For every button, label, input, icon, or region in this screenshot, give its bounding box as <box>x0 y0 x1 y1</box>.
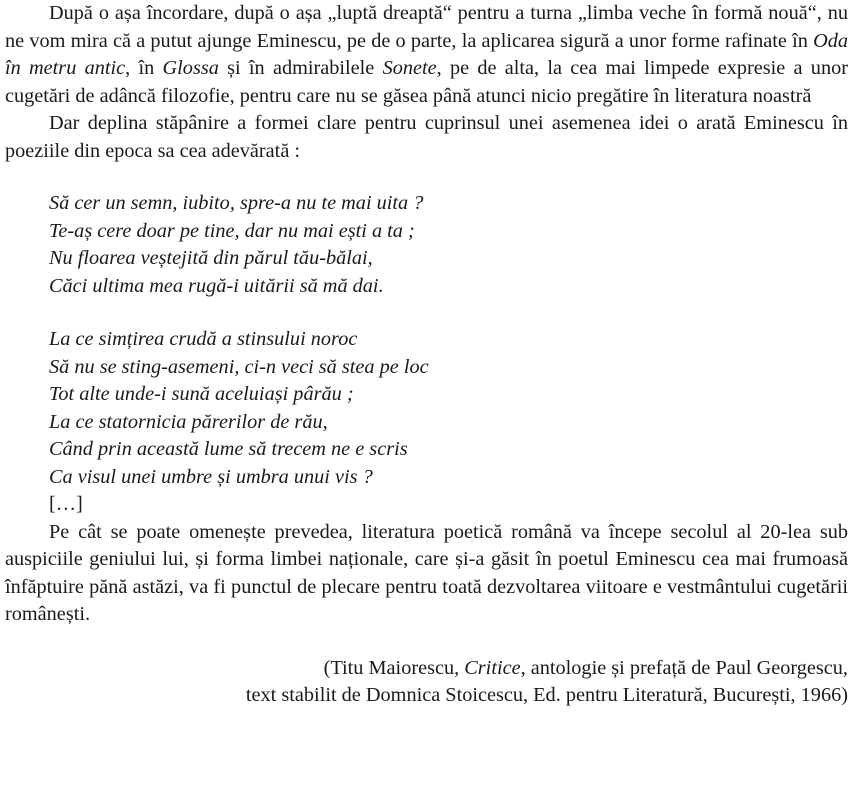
poem-stanza-1 <box>5 190 848 300</box>
poem-line: Tot alte unde-i sună aceluiași pârău ; <box>49 383 354 405</box>
poem-stanza-2 <box>5 326 848 519</box>
paragraph-conclusion: Pe cât se poate omenește prevedea, literatura poetică română va începe secolul al 20-lea sub auspiciile geniului lui, și forma limbei naționale, care și-a găsit în poetul Eminescu cea mai frumoasă înfăptuire pănă astăzi, va fi punctul de plecare pentru toată dezvoltarea viitoare e vestmântului cugetării românești. <box>5 520 848 625</box>
poem-line: Ca visul unei umbre și umbra unui vis ? <box>49 465 373 488</box>
paragraph-intro-text-2: , în <box>125 57 163 79</box>
poem-line: Căci ultima mea rugă-i uitării să mă dai. <box>49 274 384 297</box>
poem-line: La ce statornicia părerilor de rău, <box>49 410 328 433</box>
paragraph-intro-text-1: După o așa încordare, după o așa „luptă dreaptă“ pentru a turna „limba veche în formă nouă“, nu ne vom mira că a putut ajunge Eminescu, pe de o parte, la aplicarea sigură a unor forme rafinate în <box>5 2 848 52</box>
title-oda: Oda în metru antic <box>5 29 848 79</box>
citation-book-title: Critice <box>464 656 521 679</box>
citation-line-2: text stabilit de Domnica Stoicescu, Ed. pentru Literatură, București, 1966) <box>245 684 848 706</box>
paragraph-second: Dar deplina stăpânire a formei clare pentru cuprinsul unei asemenea idei o arată Eminescu în poeziile din epoca sa cea adevărată : <box>5 112 848 162</box>
citation-line-1 <box>5 655 848 683</box>
title-glossa: Glossa <box>162 57 219 79</box>
poem-line: Te-aș cere doar pe tine, dar nu mai ești a ta ; <box>49 219 415 242</box>
paragraph-intro-text-3: și în admirabilele <box>218 57 383 79</box>
poem-line: La ce simțirea crudă a stinsului noroc <box>49 328 358 350</box>
title-sonete: Sonete <box>382 57 437 79</box>
paragraph-intro-text-4: , pe de alta, la cea mai limpede expresie a unor cugetări de adâncă filozofie, pentru care nu se găsea până atunci nicio pregătire în literatura noastră <box>5 57 848 107</box>
poem-line: Să cer un semn, iubito, spre-a nu te mai uita ? <box>49 192 424 214</box>
citation-editor: , antologie și prefață de Paul Georgescu, <box>520 656 848 679</box>
document-page <box>5 0 848 710</box>
citation <box>5 655 848 710</box>
poem-line: Să nu se sting-asemeni, ci-n veci să stea pe loc <box>49 355 429 378</box>
citation-author: (Titu Maiorescu, <box>323 656 465 679</box>
poem-ellipsis: […] <box>49 493 83 515</box>
poem-line: Nu floarea veștejită din părul tău-bălai, <box>49 247 373 269</box>
poem-line: Când prin această lume să trecem ne e scris <box>49 438 408 460</box>
paragraph-intro <box>5 0 848 110</box>
